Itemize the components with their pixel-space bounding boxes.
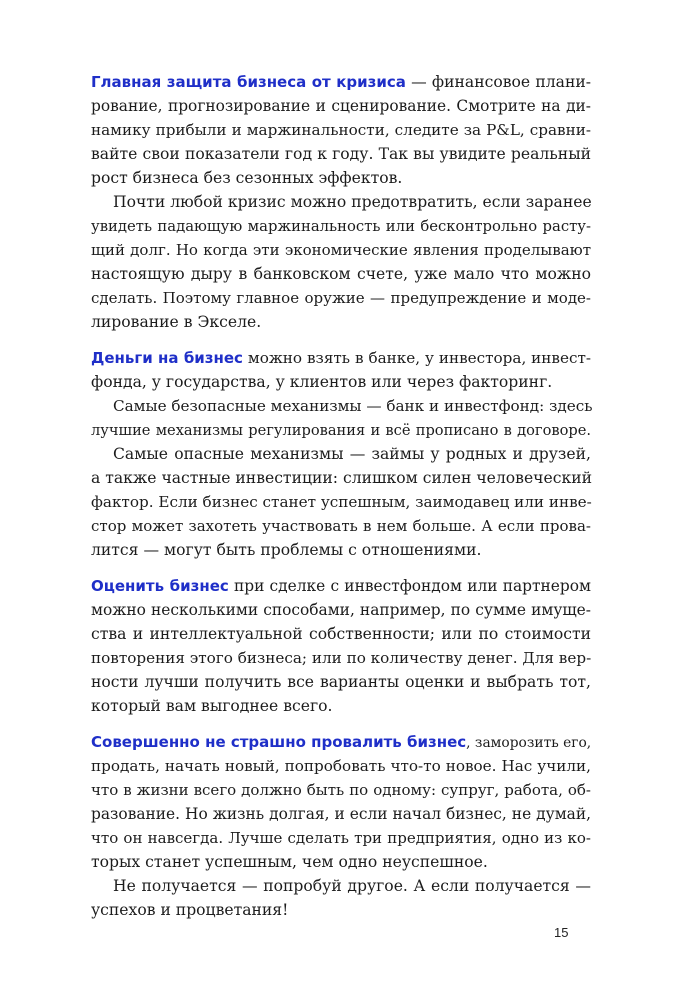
paragraph-line: увидеть падающую маржинальность или бесконтрольно расту-: [91, 218, 591, 235]
paragraph-line: который вам выгоднее всего.: [91, 697, 333, 715]
paragraph-line: ства и интеллектуальной собственности; или по стоимости: [91, 625, 591, 643]
paragraph-line: фонда, у государства, у клиентов или через факторинг.: [91, 373, 553, 391]
paragraph-line: щий долг. Но когда эти экономические явления проделывают: [91, 241, 591, 259]
paragraph-line: что в жизни всего должно быть по одному: супруг, работа, об-: [91, 781, 591, 799]
paragraph-line: настоящую дыру в банковском счете, уже мало что можно: [91, 265, 591, 283]
section-heading: Деньги на бизнес: [91, 349, 243, 367]
paragraph-line: стор может захотеть участвовать в нем больше. А если прова-: [91, 517, 591, 535]
paragraph-line: успехов и процветания!: [91, 901, 289, 919]
paragraph-line: Не получается — попробуй другое. А если получается —: [113, 877, 591, 895]
paragraph-line: что он навсегда. Лучше сделать три предприятия, одно из ко-: [91, 829, 591, 847]
paragraph-line: Самые безопасные механизмы — банк и инвестфонд: здесь: [113, 397, 593, 415]
paragraph-line: вайте свои показатели год к году. Так вы увидите реальный: [91, 145, 591, 163]
section-heading: Оценить бизнес: [91, 577, 229, 595]
paragraph-line: намику прибыли и маржинальности, следите за P&L, сравни-: [91, 121, 591, 139]
paragraph-line: а также частные инвестиции: слишком силен человеческий: [91, 469, 592, 487]
section-heading: Совершенно не страшно провалить бизнес: [91, 733, 467, 751]
paragraph-line: Совершенно не страшно провалить бизнес, заморозить его,: [91, 733, 592, 751]
page-number: 15: [554, 925, 569, 940]
paragraph-line: сделать. Поэтому главное оружие — предупреждение и моде-: [91, 289, 591, 307]
paragraph-line: можно несколькими способами, например, по сумме имуще-: [91, 601, 591, 619]
paragraph-line: ности лучши получить все варианты оценки и выбрать тот,: [91, 673, 591, 691]
paragraph-line: Главная защита бизнеса от кризиса — финансовое плани-: [91, 73, 591, 91]
paragraph-line: рование, прогнозирование и сценирование. Смотрите на ди-: [91, 97, 591, 115]
paragraph-line: Самые опасные механизмы — займы у родных и друзей,: [113, 445, 591, 463]
paragraph-line: фактор. Если бизнес станет успешным, заимодавец или инве-: [91, 493, 592, 511]
paragraph-line: лучшие механизмы регулирования и всё прописано в договоре.: [91, 422, 591, 439]
paragraph-line: Почти любой кризис можно предотвратить, если заранее: [113, 193, 592, 211]
paragraph-line: Деньги на бизнес можно взять в банке, у инвестора, инвест-: [91, 349, 592, 367]
paragraph-line: рост бизнеса без сезонных эффектов.: [91, 169, 403, 187]
paragraph-line: лится — могут быть проблемы с отношениями.: [91, 541, 482, 559]
paragraph-line: разование. Но жизнь долгая, и если начал бизнес, не думай,: [91, 805, 591, 823]
section-heading: Главная защита бизнеса от кризиса: [91, 73, 406, 91]
paragraph-line: Оценить бизнес при сделке с инвестфондом или партнером: [91, 577, 591, 595]
paragraph-line: торых станет успешным, чем одно неуспешное.: [91, 853, 488, 871]
paragraph-line: продать, начать новый, попробовать что-то новое. Нас учили,: [91, 757, 591, 775]
paragraph-line: лирование в Экселе.: [91, 313, 262, 331]
paragraph-line: повторения этого бизнеса; или по количеству денег. Для вер-: [91, 649, 592, 667]
